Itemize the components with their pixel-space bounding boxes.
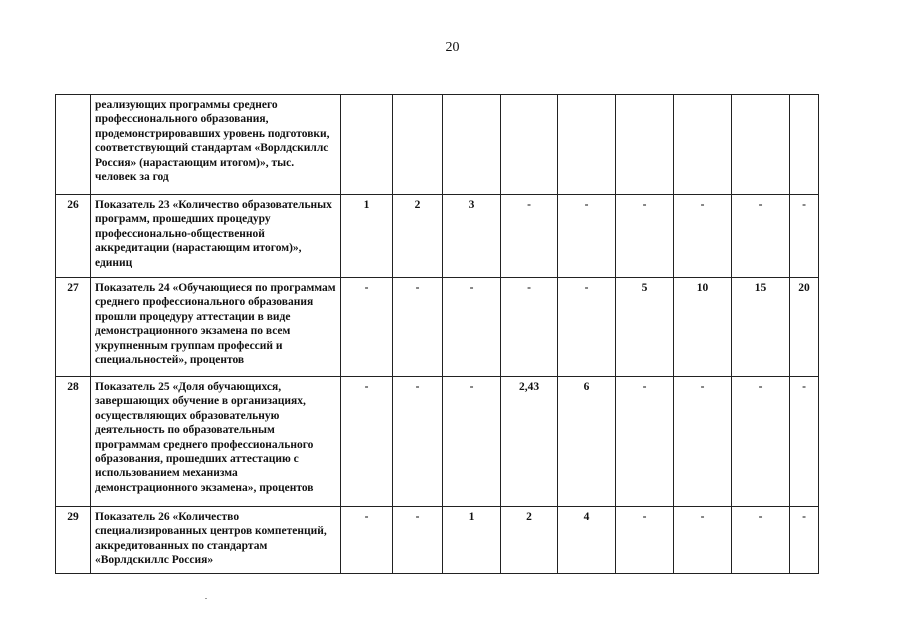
indicator-description-cell: Показатель 23 «Количество образовательных программ, прошедших процедуру профессионально-общественной аккредитации (нарастающим итогом)», единиц bbox=[91, 195, 341, 278]
value-cell: - bbox=[443, 377, 501, 507]
row-number-cell: 29 bbox=[56, 507, 91, 574]
value-cell: 2,43 bbox=[501, 377, 558, 507]
value-cell bbox=[341, 95, 393, 195]
value-cell: 5 bbox=[616, 278, 674, 377]
value-cell: - bbox=[501, 195, 558, 278]
value-cell: 10 bbox=[674, 278, 732, 377]
value-cell: - bbox=[501, 278, 558, 377]
indicator-description-cell: Показатель 24 «Обучающиеся по программам среднего профессионального образования прошли процедуру аттестации в виде демонстрационного экзамена по всем укрупненным группам профессий и специальностей», процентов bbox=[91, 278, 341, 377]
value-cell: - bbox=[341, 278, 393, 377]
value-cell: - bbox=[393, 507, 443, 574]
value-cell: 2 bbox=[393, 195, 443, 278]
value-cell: - bbox=[616, 507, 674, 574]
value-cell: - bbox=[393, 377, 443, 507]
value-cell: 2 bbox=[501, 507, 558, 574]
table-row bbox=[56, 195, 819, 278]
value-cell: 4 bbox=[558, 507, 616, 574]
value-cell: 1 bbox=[341, 195, 393, 278]
row-number-cell: 27 bbox=[56, 278, 91, 377]
table-row bbox=[56, 507, 819, 574]
table-row bbox=[56, 95, 819, 195]
page-number: 20 bbox=[445, 40, 460, 55]
indicator-description-cell: Показатель 25 «Доля обучающихся, завершающих обучение в организациях, осуществляющих образовательную деятельность по образовательным программам среднего профессионального образования, прошедших аттестацию с использованием механизма демонстрационного экзамена», процентов bbox=[91, 377, 341, 507]
value-cell: - bbox=[558, 195, 616, 278]
row-number-cell bbox=[56, 95, 91, 195]
value-cell bbox=[501, 95, 558, 195]
value-cell: 6 bbox=[558, 377, 616, 507]
value-cell: - bbox=[732, 377, 790, 507]
value-cell: - bbox=[790, 195, 819, 278]
value-cell bbox=[558, 95, 616, 195]
value-cell: - bbox=[341, 377, 393, 507]
scan-speck bbox=[205, 598, 207, 599]
indicator-description-cell: реализующих программы среднего профессионального образования, продемонстрировавших уровень подготовки, соответствующий стандартам «Ворлдскиллс Россия» (нарастающим итогом)», тыс. человек за год bbox=[91, 95, 341, 195]
value-cell: - bbox=[732, 507, 790, 574]
value-cell: - bbox=[674, 377, 732, 507]
value-cell: 20 bbox=[790, 278, 819, 377]
value-cell: - bbox=[732, 195, 790, 278]
value-cell: - bbox=[393, 278, 443, 377]
value-cell bbox=[616, 95, 674, 195]
value-cell: - bbox=[790, 377, 819, 507]
row-number-cell: 26 bbox=[56, 195, 91, 278]
value-cell: - bbox=[674, 195, 732, 278]
value-cell: - bbox=[790, 507, 819, 574]
value-cell bbox=[790, 95, 819, 195]
value-cell bbox=[674, 95, 732, 195]
value-cell: - bbox=[558, 278, 616, 377]
value-cell bbox=[393, 95, 443, 195]
indicators-table bbox=[55, 94, 819, 574]
table-row bbox=[56, 278, 819, 377]
value-cell: 3 bbox=[443, 195, 501, 278]
value-cell: - bbox=[616, 377, 674, 507]
value-cell: - bbox=[443, 278, 501, 377]
value-cell: - bbox=[616, 195, 674, 278]
row-number-cell: 28 bbox=[56, 377, 91, 507]
indicator-description-cell: Показатель 26 «Количество специализированных центров компетенций, аккредитованных по стандартам «Ворлдскиллс Россия» bbox=[91, 507, 341, 574]
value-cell: - bbox=[341, 507, 393, 574]
value-cell: 1 bbox=[443, 507, 501, 574]
table-row bbox=[56, 377, 819, 507]
value-cell bbox=[443, 95, 501, 195]
value-cell: 15 bbox=[732, 278, 790, 377]
value-cell bbox=[732, 95, 790, 195]
value-cell: - bbox=[674, 507, 732, 574]
